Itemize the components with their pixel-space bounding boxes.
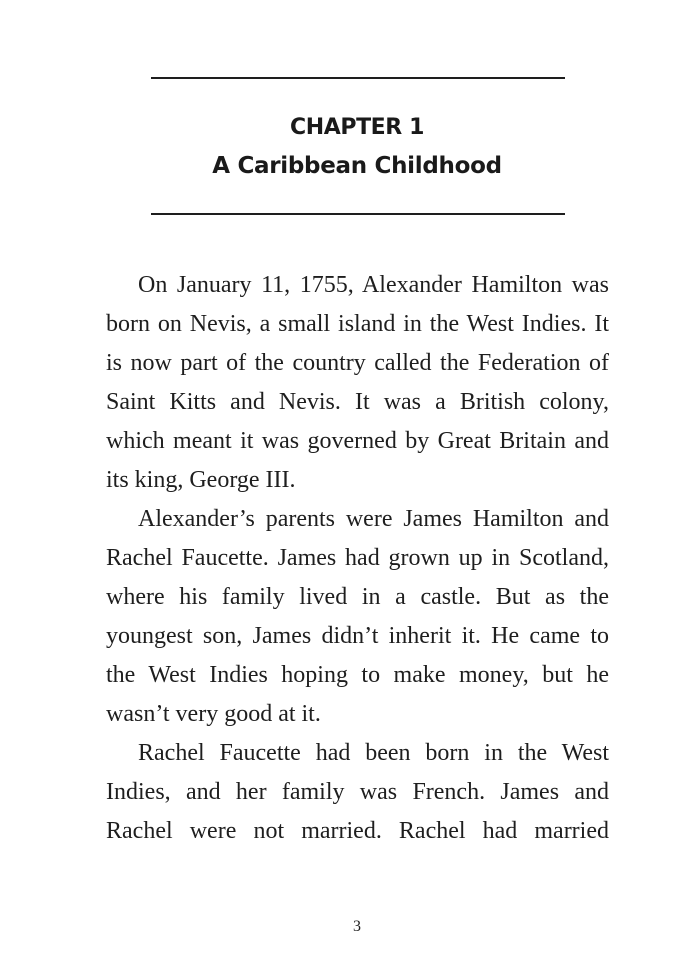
bottom-divider: [151, 213, 565, 215]
chapter-title: A Caribbean Childhood: [212, 153, 502, 179]
chapter-body: [106, 266, 609, 851]
chapter-number: CHAPTER 1: [289, 115, 425, 140]
top-divider: [151, 77, 565, 79]
page-number: 3: [353, 918, 361, 935]
paragraph-1: On January 11, 1755, Alexander Hamilton was born on Nevis, a small island in the West Indies. It is now part of the country called the Federation of Saint Kitts and Nevis. It was a British colony, which meant it was governed by Great Britain and its king, George III.: [106, 272, 609, 493]
paragraph-2: Alexander’s parents were James Hamilton and Rachel Faucette. James had grown up in Scotland, where his family lived in a castle. But as the youngest son, James didn’t inherit it. He came to the West Indies hoping to make money, but he wasn’t very good at it.: [106, 506, 609, 727]
paragraph-3: Rachel Faucette had been born in the West Indies, and her family was French. James and Rachel were not married. Rachel had married: [106, 740, 609, 844]
